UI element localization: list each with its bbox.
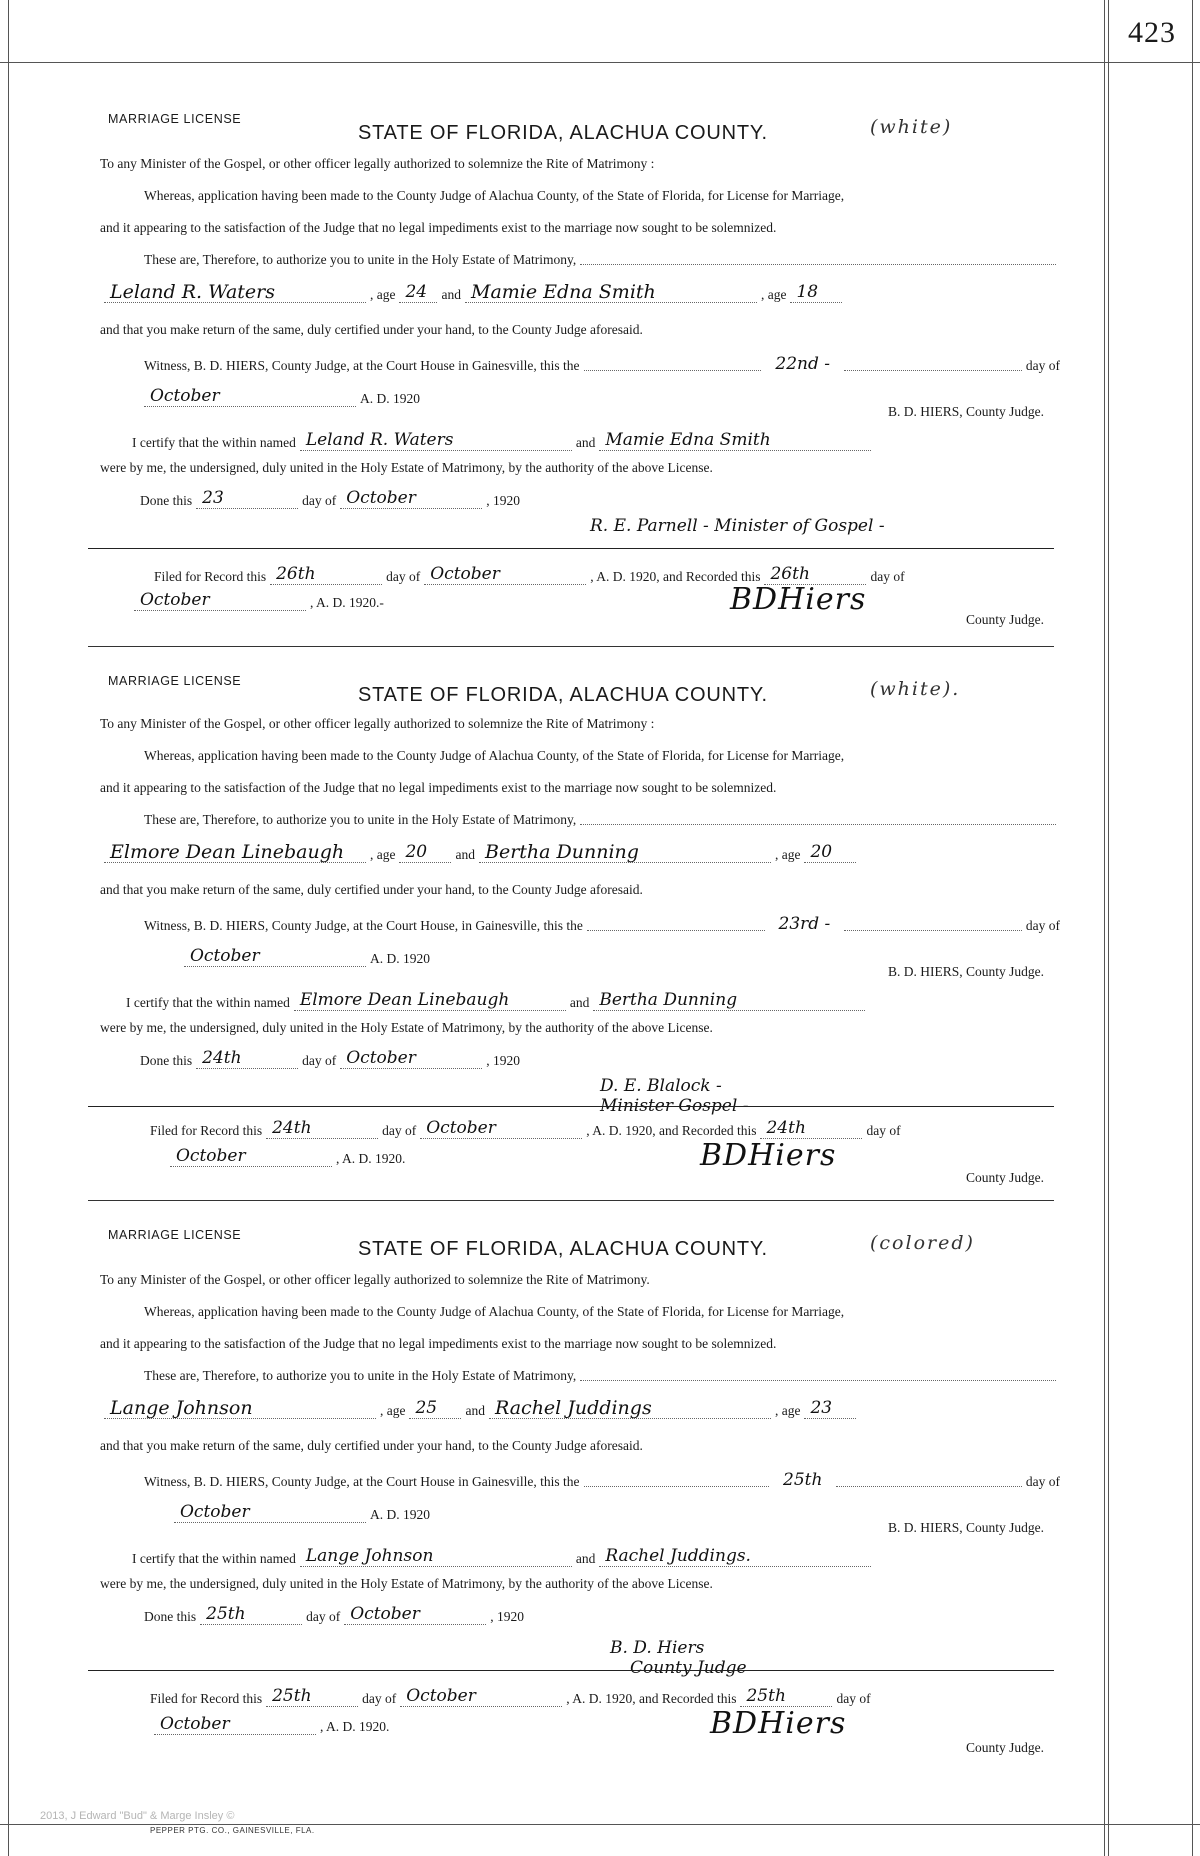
day-of-label: day of bbox=[386, 569, 421, 584]
race-note: (colored) bbox=[870, 1232, 975, 1254]
done-year-prefix: , 19 bbox=[486, 493, 507, 508]
cert-groom: Elmore Dean Linebaugh bbox=[294, 990, 566, 1011]
witness-line bbox=[100, 354, 1060, 374]
parties-line bbox=[100, 1398, 1060, 1419]
section-rule bbox=[88, 548, 1054, 549]
witness-month: October bbox=[184, 946, 366, 967]
witness-day: 22nd - bbox=[775, 354, 831, 374]
ad-label: A. D. 19 bbox=[360, 391, 407, 406]
groom-name: Lange Johnson bbox=[104, 1398, 376, 1419]
and-label: and bbox=[569, 995, 590, 1010]
frame-line-right-2 bbox=[1108, 0, 1109, 1856]
groom-name: Elmore Dean Linebaugh bbox=[104, 842, 366, 863]
filed-day: 25th bbox=[266, 1686, 358, 1707]
license-1-filing bbox=[100, 560, 1060, 650]
day-of-label: day of bbox=[302, 493, 337, 508]
county-judge-label: County Judge. bbox=[965, 1170, 1044, 1185]
salutation-text: To any Minister of the Gospel, or other officer legally authorized to solemnize the Rite of Matrimony : bbox=[100, 156, 655, 171]
done-year: 20 bbox=[506, 493, 520, 508]
recorded-line bbox=[100, 590, 1060, 611]
license-3-filing bbox=[100, 1682, 1060, 1772]
frame-line-bottom bbox=[0, 1824, 1200, 1825]
whereas-line bbox=[100, 748, 1060, 764]
parties-line bbox=[100, 282, 1060, 303]
cert-groom: Lange Johnson bbox=[300, 1546, 572, 1567]
certify-text: I certify that the within named bbox=[132, 435, 296, 450]
appearing-text: and it appearing to the satisfaction of the Judge that no legal impediments exist to the marriage now sought to be solemnized. bbox=[100, 220, 777, 235]
whereas-line bbox=[100, 1304, 1060, 1320]
certify-line bbox=[100, 430, 1060, 451]
day-of-label: day of bbox=[1025, 918, 1060, 933]
authorize-line bbox=[100, 1368, 1060, 1384]
officiant-line bbox=[590, 1076, 1060, 1096]
recorded-day: 24th bbox=[760, 1118, 862, 1139]
officiant: R. E. Parnell - Minister of Gospel - bbox=[590, 516, 885, 536]
whereas-text: Whereas, application having been made to the County Judge of Alachua County, of the State of Florida, for License for Marriage, bbox=[144, 748, 845, 763]
and-label: and bbox=[575, 435, 596, 450]
witness-day: 25th bbox=[783, 1470, 823, 1490]
recorded-ad: , A. D. 19 bbox=[336, 1151, 389, 1166]
filed-month: October bbox=[420, 1118, 582, 1139]
certify-line bbox=[100, 1546, 1060, 1567]
day-of-label: day of bbox=[382, 1123, 417, 1138]
license-divider bbox=[88, 646, 1054, 647]
and-label: and bbox=[575, 1551, 596, 1566]
license-3 bbox=[100, 1228, 1060, 1728]
license-title: STATE OF FLORIDA, ALACHUA COUNTY. bbox=[358, 1238, 768, 1260]
filed-year: 20 bbox=[618, 1691, 633, 1706]
judge-sig-text: B. D. HIERS, County Judge. bbox=[887, 1520, 1044, 1535]
done-year-prefix: , 19 bbox=[486, 1053, 507, 1068]
filed-year: 20 bbox=[642, 569, 657, 584]
frame-line-right-1 bbox=[1104, 0, 1105, 1856]
filed-day: 26th bbox=[270, 564, 382, 585]
authorize-text: These are, Therefore, to authorize you to unite in the Holy Estate of Matrimony, bbox=[144, 812, 577, 827]
officiant-line-2 bbox=[620, 1658, 1060, 1678]
filed-line bbox=[100, 564, 1060, 585]
certify-line bbox=[100, 990, 1060, 1011]
judge-sig-text: B. D. HIERS, County Judge. bbox=[887, 964, 1044, 979]
witness-year: 20 bbox=[406, 391, 420, 406]
frame-line-edge bbox=[1192, 0, 1193, 1856]
done-day: 25th bbox=[200, 1604, 302, 1625]
return-text: and that you make return of the same, duly certified under your hand, to the County Judge aforesaid. bbox=[100, 1438, 643, 1453]
done-text: Done this bbox=[140, 493, 193, 508]
groom-age-label: , age bbox=[370, 847, 396, 862]
county-judge-line bbox=[100, 1170, 1060, 1186]
cert-groom: Leland R. Waters bbox=[300, 430, 572, 451]
return-line bbox=[100, 322, 1060, 338]
whereas-text: Whereas, application having been made to the County Judge of Alachua County, of the State of Florida, for License for Marriage, bbox=[144, 1304, 845, 1319]
and-label: and bbox=[465, 1403, 485, 1418]
done-day: 23 bbox=[196, 488, 298, 509]
race-note: (white). bbox=[870, 678, 961, 700]
filed-day: 24th bbox=[266, 1118, 378, 1139]
authorize-text: These are, Therefore, to authorize you to unite in the Holy Estate of Matrimony, bbox=[144, 252, 577, 267]
recorded-month: October bbox=[170, 1146, 332, 1167]
united-text: were by me, the undersigned, duly united in the Holy Estate of Matrimony, by the authority of the above License. bbox=[100, 1020, 713, 1035]
page-number: 423 bbox=[1128, 16, 1176, 49]
license-2-filing bbox=[100, 1116, 1060, 1206]
united-line bbox=[100, 1020, 1060, 1036]
judge-sig-line bbox=[100, 964, 1060, 980]
groom-age-label: , age bbox=[380, 1403, 406, 1418]
done-year-prefix: , 19 bbox=[490, 1609, 511, 1624]
day-of-label: day of bbox=[866, 1123, 901, 1138]
done-year: 20 bbox=[506, 1053, 520, 1068]
license-2 bbox=[100, 674, 1060, 1174]
authorize-text: These are, Therefore, to authorize you to unite in the Holy Estate of Matrimony, bbox=[144, 1368, 577, 1383]
groom-age-label: , age bbox=[370, 287, 396, 302]
license-1 bbox=[100, 112, 1060, 632]
recorded-year: 20. bbox=[388, 1151, 406, 1166]
witness-line bbox=[100, 914, 1060, 934]
whereas-text: Whereas, application having been made to the County Judge of Alachua County, of the State of Florida, for License for Marriage, bbox=[144, 188, 845, 203]
witness-day: 23rd - bbox=[778, 914, 831, 934]
filed-month: October bbox=[400, 1686, 562, 1707]
witness-month: October bbox=[174, 1502, 366, 1523]
and-label: and bbox=[441, 287, 461, 302]
day-of-label: day of bbox=[836, 1691, 871, 1706]
appearing-line bbox=[100, 220, 1060, 236]
county-judge-line bbox=[100, 1740, 1060, 1756]
judge-sig-line bbox=[100, 404, 1060, 420]
officiant-title: Minister Gospel - bbox=[600, 1096, 749, 1116]
officiant: D. E. Blalock - bbox=[600, 1076, 722, 1096]
filed-ad: , A. D. 19 bbox=[586, 1123, 639, 1138]
witness-text: Witness, B. D. HIERS, County Judge, at the Court House in Gainesville, this the bbox=[144, 1474, 580, 1489]
bride-age-label: , age bbox=[774, 847, 801, 862]
done-day: 24th bbox=[196, 1048, 298, 1069]
certify-text: I certify that the within named bbox=[132, 1551, 296, 1566]
cert-bride: Rachel Juddings. bbox=[599, 1546, 871, 1567]
filed-text: Filed for Record this bbox=[150, 1691, 263, 1706]
witness-text: Witness, B. D. HIERS, County Judge, at the Court House, in Gainesville, this the bbox=[144, 918, 583, 933]
united-line bbox=[100, 460, 1060, 476]
filed-text: Filed for Record this bbox=[150, 1123, 263, 1138]
frame-line-top bbox=[0, 62, 1200, 63]
certify-text: I certify that the within named bbox=[126, 995, 290, 1010]
recorded-text: , and Recorded this bbox=[656, 569, 761, 584]
filed-month: October bbox=[424, 564, 586, 585]
return-line bbox=[100, 1438, 1060, 1454]
officiant-title: County Judge bbox=[630, 1658, 747, 1678]
witness-year: 20 bbox=[416, 1507, 430, 1522]
recorded-year: 20. bbox=[372, 1719, 390, 1734]
judge-signature: BDHiers bbox=[700, 1138, 837, 1173]
appearing-line bbox=[100, 1336, 1060, 1352]
filed-line bbox=[100, 1686, 1060, 1707]
done-line bbox=[100, 1604, 1060, 1625]
county-judge-label: County Judge. bbox=[965, 1740, 1044, 1755]
license-title: STATE OF FLORIDA, ALACHUA COUNTY. bbox=[358, 122, 768, 144]
cert-bride: Mamie Edna Smith bbox=[599, 430, 871, 451]
day-of-label: day of bbox=[362, 1691, 397, 1706]
appearing-text: and it appearing to the satisfaction of the Judge that no legal impediments exist to the marriage now sought to be solemnized. bbox=[100, 1336, 777, 1351]
race-note: (white) bbox=[870, 116, 953, 138]
witness-line bbox=[100, 1470, 1060, 1490]
judge-sig-text: B. D. HIERS, County Judge. bbox=[887, 404, 1044, 419]
salutation-line bbox=[100, 716, 1060, 732]
recorded-ad: , A. D. 19 bbox=[310, 595, 363, 610]
recorded-line bbox=[100, 1146, 1060, 1167]
done-month: October bbox=[340, 1048, 482, 1069]
bride-name: Bertha Dunning bbox=[479, 842, 771, 863]
parties-line bbox=[100, 842, 1060, 863]
authorize-line bbox=[100, 812, 1060, 828]
filed-text: Filed for Record this bbox=[154, 569, 267, 584]
and-label: and bbox=[455, 847, 475, 862]
appearing-line bbox=[100, 780, 1060, 796]
witness-year: 20 bbox=[416, 951, 430, 966]
bride-age-label: , age bbox=[774, 1403, 801, 1418]
judge-signature: BDHiers bbox=[710, 1706, 847, 1741]
united-text: were by me, the undersigned, duly united in the Holy Estate of Matrimony, by the authority of the above License. bbox=[100, 1576, 713, 1591]
witness-text: Witness, B. D. HIERS, County Judge, at the Court House in Gainesville, this the bbox=[144, 358, 580, 373]
judge-sig-line bbox=[100, 1520, 1060, 1536]
frame-line-left bbox=[8, 0, 9, 1856]
recorded-day: 26th bbox=[764, 564, 866, 585]
return-line bbox=[100, 882, 1060, 898]
done-line bbox=[100, 488, 1060, 509]
united-text: were by me, the undersigned, duly united in the Holy Estate of Matrimony, by the authority of the above License. bbox=[100, 460, 713, 475]
salutation-text: To any Minister of the Gospel, or other officer legally authorized to solemnize the Rite of Matrimony. bbox=[100, 1272, 650, 1287]
day-of-label: day of bbox=[306, 1609, 341, 1624]
printer-imprint: PEPPER PTG. CO., GAINESVILLE, FLA. bbox=[150, 1826, 315, 1835]
filed-ad: , A. D. 19 bbox=[590, 569, 643, 584]
officiant: B. D. Hiers bbox=[610, 1638, 705, 1658]
day-of-label: day of bbox=[1025, 358, 1061, 373]
copyright-watermark: 2013, J Edward "Bud" & Marge Insley © bbox=[40, 1810, 235, 1822]
ad-label: A. D. 19 bbox=[370, 951, 417, 966]
section-rule bbox=[88, 1106, 1054, 1107]
recorded-day: 25th bbox=[740, 1686, 832, 1707]
recorded-ad: , A. D. 19 bbox=[320, 1719, 373, 1734]
bride-age: 18 bbox=[790, 282, 842, 303]
done-month: October bbox=[340, 488, 482, 509]
ad-label: A. D. 19 bbox=[370, 1507, 417, 1522]
license-label: MARRIAGE LICENSE bbox=[108, 1228, 242, 1242]
groom-age: 25 bbox=[409, 1398, 461, 1419]
bride-age-label: , age bbox=[760, 287, 787, 302]
done-line bbox=[100, 1048, 1060, 1069]
recorded-line bbox=[100, 1714, 1060, 1735]
day-of-label: day of bbox=[302, 1053, 337, 1068]
united-line bbox=[100, 1576, 1060, 1592]
county-judge-label: County Judge. bbox=[965, 612, 1044, 627]
license-label: MARRIAGE LICENSE bbox=[108, 112, 242, 126]
authorize-line bbox=[100, 252, 1060, 268]
officiant-line bbox=[580, 516, 1060, 536]
salutation-line bbox=[100, 156, 1060, 172]
filed-year: 20 bbox=[638, 1123, 653, 1138]
county-judge-line bbox=[100, 612, 1060, 628]
license-label: MARRIAGE LICENSE bbox=[108, 674, 242, 688]
done-month: October bbox=[344, 1604, 486, 1625]
done-year: 20 bbox=[510, 1609, 524, 1624]
salutation-line bbox=[100, 1272, 1060, 1288]
bride-name: Mamie Edna Smith bbox=[465, 282, 757, 303]
return-text: and that you make return of the same, duly certified under your hand, to the County Judge aforesaid. bbox=[100, 322, 643, 337]
whereas-line bbox=[100, 188, 1060, 204]
judge-signature: BDHiers bbox=[730, 582, 867, 617]
appearing-text: and it appearing to the satisfaction of the Judge that no legal impediments exist to the marriage now sought to be solemnized. bbox=[100, 780, 777, 795]
done-text: Done this bbox=[144, 1609, 197, 1624]
witness-month: October bbox=[144, 386, 356, 407]
recorded-text: , and Recorded this bbox=[652, 1123, 757, 1138]
bride-age: 20 bbox=[804, 842, 856, 863]
officiant-line bbox=[600, 1638, 1060, 1658]
groom-age: 24 bbox=[399, 282, 437, 303]
recorded-year: 20.- bbox=[362, 595, 384, 610]
cert-bride: Bertha Dunning bbox=[593, 990, 865, 1011]
day-of-label: day of bbox=[870, 569, 905, 584]
section-rule bbox=[88, 1670, 1054, 1671]
filed-line bbox=[100, 1118, 1060, 1139]
recorded-text: , and Recorded this bbox=[632, 1691, 737, 1706]
recorded-month: October bbox=[134, 590, 306, 611]
salutation-text: To any Minister of the Gospel, or other officer legally authorized to solemnize the Rite of Matrimony : bbox=[100, 716, 655, 731]
groom-age: 20 bbox=[399, 842, 451, 863]
bride-name: Rachel Juddings bbox=[489, 1398, 771, 1419]
bride-age: 23 bbox=[804, 1398, 856, 1419]
day-of-label: day of bbox=[1025, 1474, 1060, 1489]
recorded-month: October bbox=[154, 1714, 316, 1735]
license-title: STATE OF FLORIDA, ALACHUA COUNTY. bbox=[358, 684, 768, 706]
groom-name: Leland R. Waters bbox=[104, 282, 366, 303]
return-text: and that you make return of the same, duly certified under your hand, to the County Judge aforesaid. bbox=[100, 882, 643, 897]
filed-ad: , A. D. 19 bbox=[566, 1691, 619, 1706]
license-divider bbox=[88, 1200, 1054, 1201]
done-text: Done this bbox=[140, 1053, 193, 1068]
